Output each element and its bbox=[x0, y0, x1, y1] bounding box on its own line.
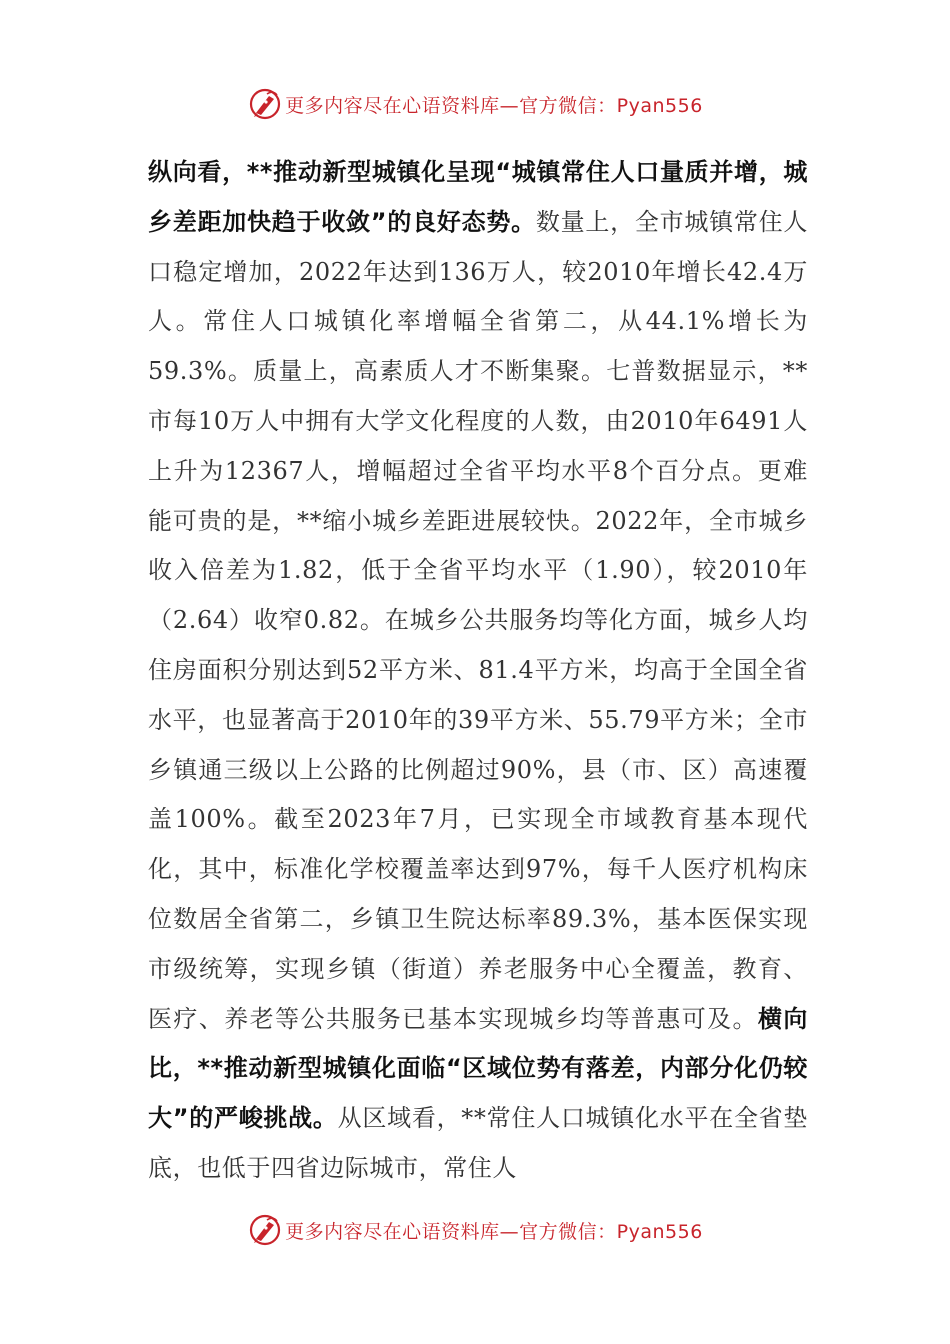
body-text: 从区域看，**常住人口城镇化水平在全省垫底，也低于四省边际城市，常住人 bbox=[148, 1104, 809, 1182]
body-paragraph bbox=[148, 148, 808, 1194]
footer-banner-text: 更多内容尽在心语资料库—官方微信：Pyan556 bbox=[285, 1220, 703, 1243]
bold-lead-sentence: 纵向看，**推动新型城镇化呈现“城镇常住人口量质并增，城乡差距加快趋于收敛”的良好态势。 bbox=[148, 158, 808, 236]
body-text: 数量上，全市城镇常住人口稳定增加，2022年达到136万人，较2010年增长42.4万人。常住人口城镇化率增幅全省第二，从44.1%增长为59.3%。质量上，高素质人才不断集聚。七普数据显示，**市每10万人中拥有大学文化程度的人数，由2010年6491人上升为12367人，增幅超过全省平均水平8个百分点。更难能可贵的是，**缩小城乡差距进展较快。2022年，全市城乡收入倍差为1.82，低于全省平均水平（1.90），较2010年（2.64）收窄0.82。在城乡公共服务均等化方面，城乡人均住房面积分别达到52平方米、81.4平方米，均高于全国全省水平，也显著高于2010年的39平方米、55.79平方米；全市乡镇通三级以上公路的比例超过90%，县（市、区）高速覆盖100%。截至2023年7月，已实现全市域教育基本现代化，其中，标准化学校覆盖率达到97%，每千人医疗机构床位数居全省第二，乡镇卫生院达标率89.3%，基本医保实现市级统筹，实现乡镇（街道）养老服务中心全覆盖，教育、医疗、养老等公共服务已基本实现城乡均等普惠可及。 bbox=[148, 207, 808, 1033]
document-body bbox=[148, 148, 808, 1194]
pen-nib-logo-icon bbox=[247, 1212, 283, 1248]
bold-lead-sentence: 横向比，**推动新型城镇化面临“区域位势有落差，内部分化仍较大”的严峻挑战。 bbox=[148, 1004, 809, 1133]
header-banner-text: 更多内容尽在心语资料库—官方微信：Pyan556 bbox=[285, 94, 703, 117]
pen-nib-logo-icon bbox=[247, 86, 283, 122]
header-banner bbox=[0, 84, 950, 124]
footer-banner bbox=[0, 1210, 950, 1250]
